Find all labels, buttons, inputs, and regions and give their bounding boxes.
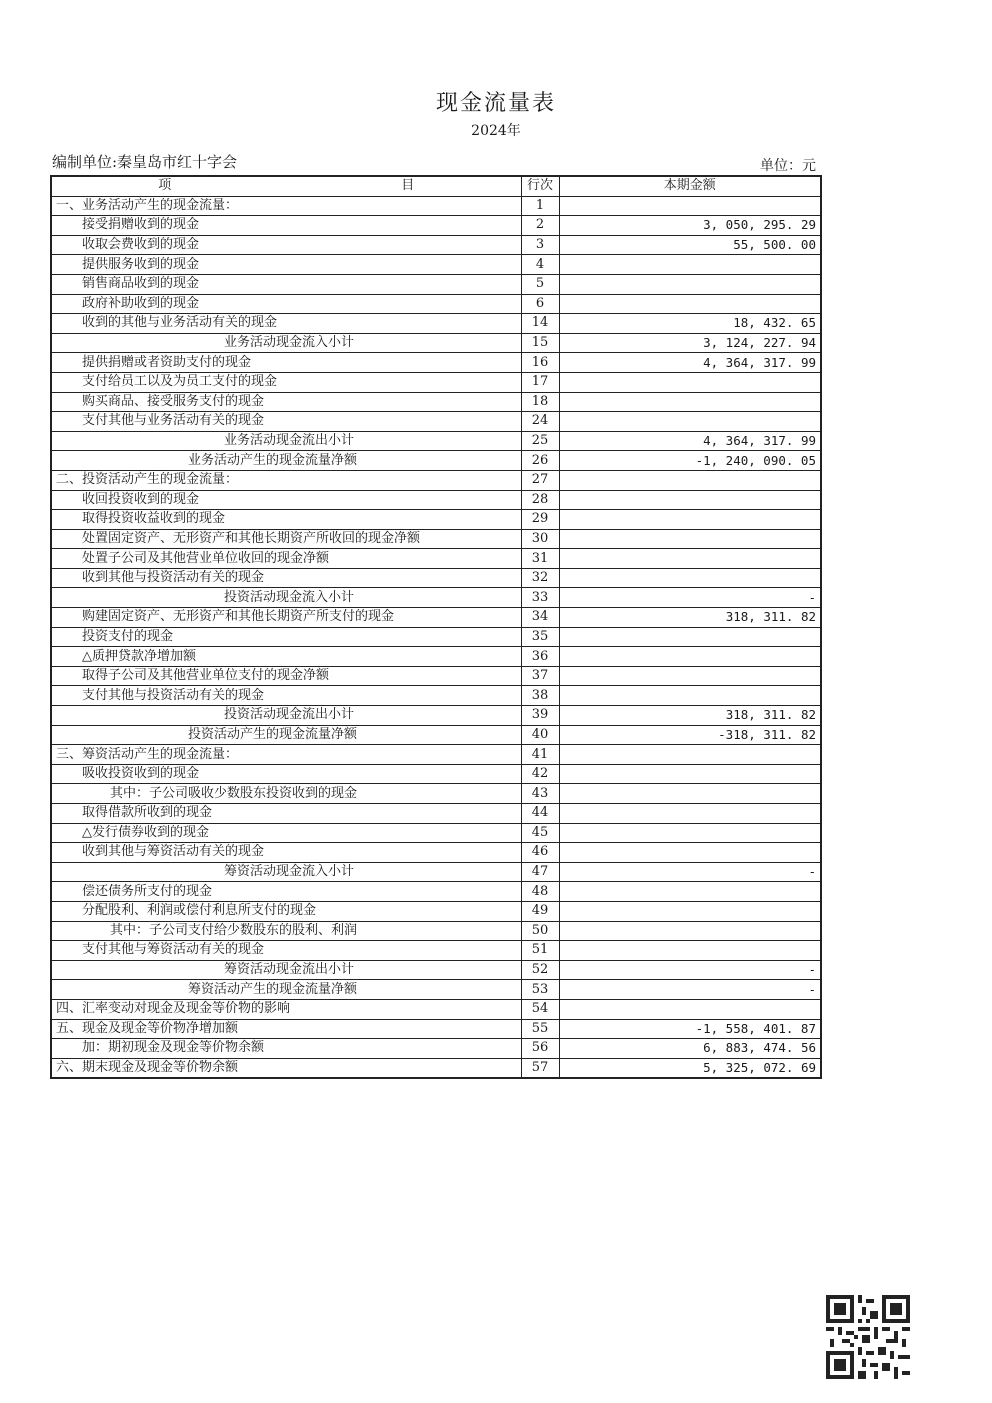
row-line-number: 41 xyxy=(521,745,559,765)
table-row xyxy=(51,1019,821,1039)
row-item-label: 筹资活动现金流入小计 xyxy=(51,862,521,882)
row-amount: 3, 050, 295. 29 xyxy=(559,216,821,236)
row-line-number: 55 xyxy=(521,1019,559,1039)
row-item-label: 收取会费收到的现金 xyxy=(51,235,521,255)
row-line-number: 53 xyxy=(521,980,559,1000)
row-item-label: 支付其他与投资活动有关的现金 xyxy=(51,686,521,706)
row-item-label: 提供捐赠或者资助支付的现金 xyxy=(51,353,521,373)
row-line-number: 1 xyxy=(521,196,559,216)
row-line-number: 38 xyxy=(521,686,559,706)
row-amount xyxy=(559,627,821,647)
row-item-label: 收到的其他与业务活动有关的现金 xyxy=(51,314,521,334)
row-line-number: 35 xyxy=(521,627,559,647)
column-header-item-a: 项 xyxy=(158,178,172,194)
row-amount xyxy=(559,549,821,569)
row-amount xyxy=(559,941,821,961)
table-row xyxy=(51,451,821,471)
row-item-label: 加：期初现金及现金等价物余额 xyxy=(51,1039,521,1059)
table-row xyxy=(51,941,821,961)
row-item-label: 收到其他与筹资活动有关的现金 xyxy=(51,843,521,863)
row-amount: 3, 124, 227. 94 xyxy=(559,333,821,353)
row-line-number: 54 xyxy=(521,999,559,1019)
table-row xyxy=(51,706,821,726)
row-amount: - xyxy=(559,960,821,980)
table-row xyxy=(51,921,821,941)
row-item-label: 业务活动产生的现金流量净额 xyxy=(51,451,521,471)
row-item-label: 支付其他与筹资活动有关的现金 xyxy=(51,941,521,961)
row-item-label: 业务活动现金流入小计 xyxy=(51,333,521,353)
table-row xyxy=(51,431,821,451)
row-amount: - xyxy=(559,862,821,882)
row-item-label: 其中：子公司支付给少数股东的股利、利润 xyxy=(51,921,521,941)
row-line-number: 5 xyxy=(521,274,559,294)
row-line-number: 49 xyxy=(521,901,559,921)
table-row xyxy=(51,372,821,392)
table-row xyxy=(51,823,821,843)
table-row xyxy=(51,568,821,588)
row-item-label: 偿还债务所支付的现金 xyxy=(51,882,521,902)
qr-code-icon xyxy=(826,1295,910,1379)
table-row xyxy=(51,666,821,686)
row-item-label: 投资活动现金流出小计 xyxy=(51,706,521,726)
row-amount xyxy=(559,804,821,824)
row-line-number: 32 xyxy=(521,568,559,588)
table-row xyxy=(51,392,821,412)
row-line-number: 28 xyxy=(521,490,559,510)
row-item-label: 处置固定资产、无形资产和其他长期资产所收回的现金净额 xyxy=(51,529,521,549)
row-amount: -1, 240, 090. 05 xyxy=(559,451,821,471)
row-amount xyxy=(559,392,821,412)
table-row xyxy=(51,274,821,294)
row-item-label: 接受捐赠收到的现金 xyxy=(51,216,521,236)
report-year: 2024年 xyxy=(471,123,521,139)
table-row xyxy=(51,255,821,275)
row-line-number: 40 xyxy=(521,725,559,745)
row-amount xyxy=(559,901,821,921)
table-row xyxy=(51,1039,821,1059)
row-amount xyxy=(559,666,821,686)
table-row xyxy=(51,314,821,334)
row-line-number: 36 xyxy=(521,647,559,667)
table-row xyxy=(51,804,821,824)
row-item-label: 销售商品收到的现金 xyxy=(51,274,521,294)
table-row xyxy=(51,862,821,882)
row-line-number: 48 xyxy=(521,882,559,902)
table-row xyxy=(51,294,821,314)
table-row xyxy=(51,490,821,510)
row-item-label: 取得子公司及其他营业单位支付的现金净额 xyxy=(51,666,521,686)
row-amount: 4, 364, 317. 99 xyxy=(559,431,821,451)
row-line-number: 56 xyxy=(521,1039,559,1059)
table-row xyxy=(51,470,821,490)
row-item-label: 取得借款所收到的现金 xyxy=(51,804,521,824)
row-item-label: 筹资活动产生的现金流量净额 xyxy=(51,980,521,1000)
row-line-number: 31 xyxy=(521,549,559,569)
table-row xyxy=(51,960,821,980)
row-item-label: 筹资活动现金流出小计 xyxy=(51,960,521,980)
row-item-label: 购建固定资产、无形资产和其他长期资产所支付的现金 xyxy=(51,608,521,628)
row-amount: - xyxy=(559,588,821,608)
row-amount xyxy=(559,647,821,667)
row-line-number: 34 xyxy=(521,608,559,628)
row-amount xyxy=(559,470,821,490)
row-item-label: 吸收投资收到的现金 xyxy=(51,764,521,784)
row-line-number: 18 xyxy=(521,392,559,412)
row-amount: 318, 311. 82 xyxy=(559,706,821,726)
table-row xyxy=(51,764,821,784)
table-row xyxy=(51,686,821,706)
row-line-number: 16 xyxy=(521,353,559,373)
column-header-item xyxy=(51,176,521,196)
row-amount: - xyxy=(559,980,821,1000)
row-line-number: 44 xyxy=(521,804,559,824)
row-item-label: 支付其他与业务活动有关的现金 xyxy=(51,412,521,432)
row-amount xyxy=(559,255,821,275)
row-amount xyxy=(559,274,821,294)
row-line-number: 37 xyxy=(521,666,559,686)
row-item-label: △发行债券收到的现金 xyxy=(51,823,521,843)
row-line-number: 30 xyxy=(521,529,559,549)
table-row xyxy=(51,725,821,745)
table-row xyxy=(51,627,821,647)
row-line-number: 46 xyxy=(521,843,559,863)
row-item-label: 投资支付的现金 xyxy=(51,627,521,647)
currency-unit: 单位：元 xyxy=(760,158,816,174)
table-header-row xyxy=(51,176,821,196)
table-row xyxy=(51,235,821,255)
row-line-number: 15 xyxy=(521,333,559,353)
row-line-number: 6 xyxy=(521,294,559,314)
row-line-number: 47 xyxy=(521,862,559,882)
row-amount: -318, 311. 82 xyxy=(559,725,821,745)
row-item-label: 分配股利、利润或偿付利息所支付的现金 xyxy=(51,901,521,921)
row-amount xyxy=(559,823,821,843)
row-line-number: 2 xyxy=(521,216,559,236)
row-item-label: 一、业务活动产生的现金流量： xyxy=(51,196,521,216)
row-line-number: 42 xyxy=(521,764,559,784)
reporting-entity: 编制单位:秦皇岛市红十字会 xyxy=(52,153,238,171)
row-item-label: 支付给员工以及为员工支付的现金 xyxy=(51,372,521,392)
row-amount xyxy=(559,510,821,530)
table-row xyxy=(51,608,821,628)
row-line-number: 26 xyxy=(521,451,559,471)
table-row xyxy=(51,784,821,804)
table-row xyxy=(51,216,821,236)
row-item-label: 二、投资活动产生的现金流量： xyxy=(51,470,521,490)
table-row xyxy=(51,843,821,863)
report-title: 现金流量表 xyxy=(435,91,556,116)
table-row xyxy=(51,647,821,667)
row-amount xyxy=(559,490,821,510)
row-line-number: 50 xyxy=(521,921,559,941)
row-item-label: 收回投资收到的现金 xyxy=(51,490,521,510)
table-row xyxy=(51,353,821,373)
row-item-label: 其中：子公司吸收少数股东投资收到的现金 xyxy=(51,784,521,804)
row-amount: 318, 311. 82 xyxy=(559,608,821,628)
row-line-number: 29 xyxy=(521,510,559,530)
row-amount: 55, 500. 00 xyxy=(559,235,821,255)
cash-flow-table xyxy=(50,175,822,1079)
row-amount xyxy=(559,372,821,392)
row-amount xyxy=(559,529,821,549)
row-item-label: 业务活动现金流出小计 xyxy=(51,431,521,451)
table-row xyxy=(51,882,821,902)
column-header-item-b: 目 xyxy=(401,178,415,194)
row-amount xyxy=(559,843,821,863)
row-line-number: 45 xyxy=(521,823,559,843)
row-item-label: 取得投资收益收到的现金 xyxy=(51,510,521,530)
row-line-number: 51 xyxy=(521,941,559,961)
table-row xyxy=(51,333,821,353)
row-item-label: 六、期末现金及现金等价物余额 xyxy=(51,1058,521,1078)
row-item-label: △质押贷款净增加额 xyxy=(51,647,521,667)
row-amount xyxy=(559,921,821,941)
row-amount: 18, 432. 65 xyxy=(559,314,821,334)
row-amount xyxy=(559,294,821,314)
row-line-number: 24 xyxy=(521,412,559,432)
row-line-number: 4 xyxy=(521,255,559,275)
row-amount xyxy=(559,999,821,1019)
table-row xyxy=(51,999,821,1019)
column-header-line: 行次 xyxy=(521,176,559,196)
row-amount xyxy=(559,784,821,804)
row-amount xyxy=(559,196,821,216)
table-row xyxy=(51,510,821,530)
row-item-label: 购买商品、接受服务支付的现金 xyxy=(51,392,521,412)
row-amount: 6, 883, 474. 56 xyxy=(559,1039,821,1059)
row-item-label: 处置子公司及其他营业单位收回的现金净额 xyxy=(51,549,521,569)
row-item-label: 投资活动产生的现金流量净额 xyxy=(51,725,521,745)
row-line-number: 57 xyxy=(521,1058,559,1078)
table-row xyxy=(51,412,821,432)
column-header-amount: 本期金额 xyxy=(559,176,821,196)
row-amount xyxy=(559,686,821,706)
row-amount xyxy=(559,745,821,765)
row-amount xyxy=(559,568,821,588)
row-line-number: 25 xyxy=(521,431,559,451)
row-line-number: 52 xyxy=(521,960,559,980)
row-item-label: 五、现金及现金等价物净增加额 xyxy=(51,1019,521,1039)
row-item-label: 投资活动现金流入小计 xyxy=(51,588,521,608)
row-line-number: 27 xyxy=(521,470,559,490)
table-row xyxy=(51,1058,821,1078)
row-amount xyxy=(559,882,821,902)
row-line-number: 39 xyxy=(521,706,559,726)
row-item-label: 收到其他与投资活动有关的现金 xyxy=(51,568,521,588)
row-line-number: 33 xyxy=(521,588,559,608)
table-row xyxy=(51,901,821,921)
row-line-number: 17 xyxy=(521,372,559,392)
table-row xyxy=(51,549,821,569)
row-amount: 5, 325, 072. 69 xyxy=(559,1058,821,1078)
table-row xyxy=(51,196,821,216)
row-amount: 4, 364, 317. 99 xyxy=(559,353,821,373)
table-row xyxy=(51,745,821,765)
table-row xyxy=(51,529,821,549)
row-item-label: 四、汇率变动对现金及现金等价物的影响 xyxy=(51,999,521,1019)
row-line-number: 14 xyxy=(521,314,559,334)
row-line-number: 3 xyxy=(521,235,559,255)
row-item-label: 政府补助收到的现金 xyxy=(51,294,521,314)
table-row xyxy=(51,980,821,1000)
row-line-number: 43 xyxy=(521,784,559,804)
row-item-label: 三、筹资活动产生的现金流量： xyxy=(51,745,521,765)
row-item-label: 提供服务收到的现金 xyxy=(51,255,521,275)
row-amount: -1, 558, 401. 87 xyxy=(559,1019,821,1039)
row-amount xyxy=(559,764,821,784)
row-amount xyxy=(559,412,821,432)
table-row xyxy=(51,588,821,608)
